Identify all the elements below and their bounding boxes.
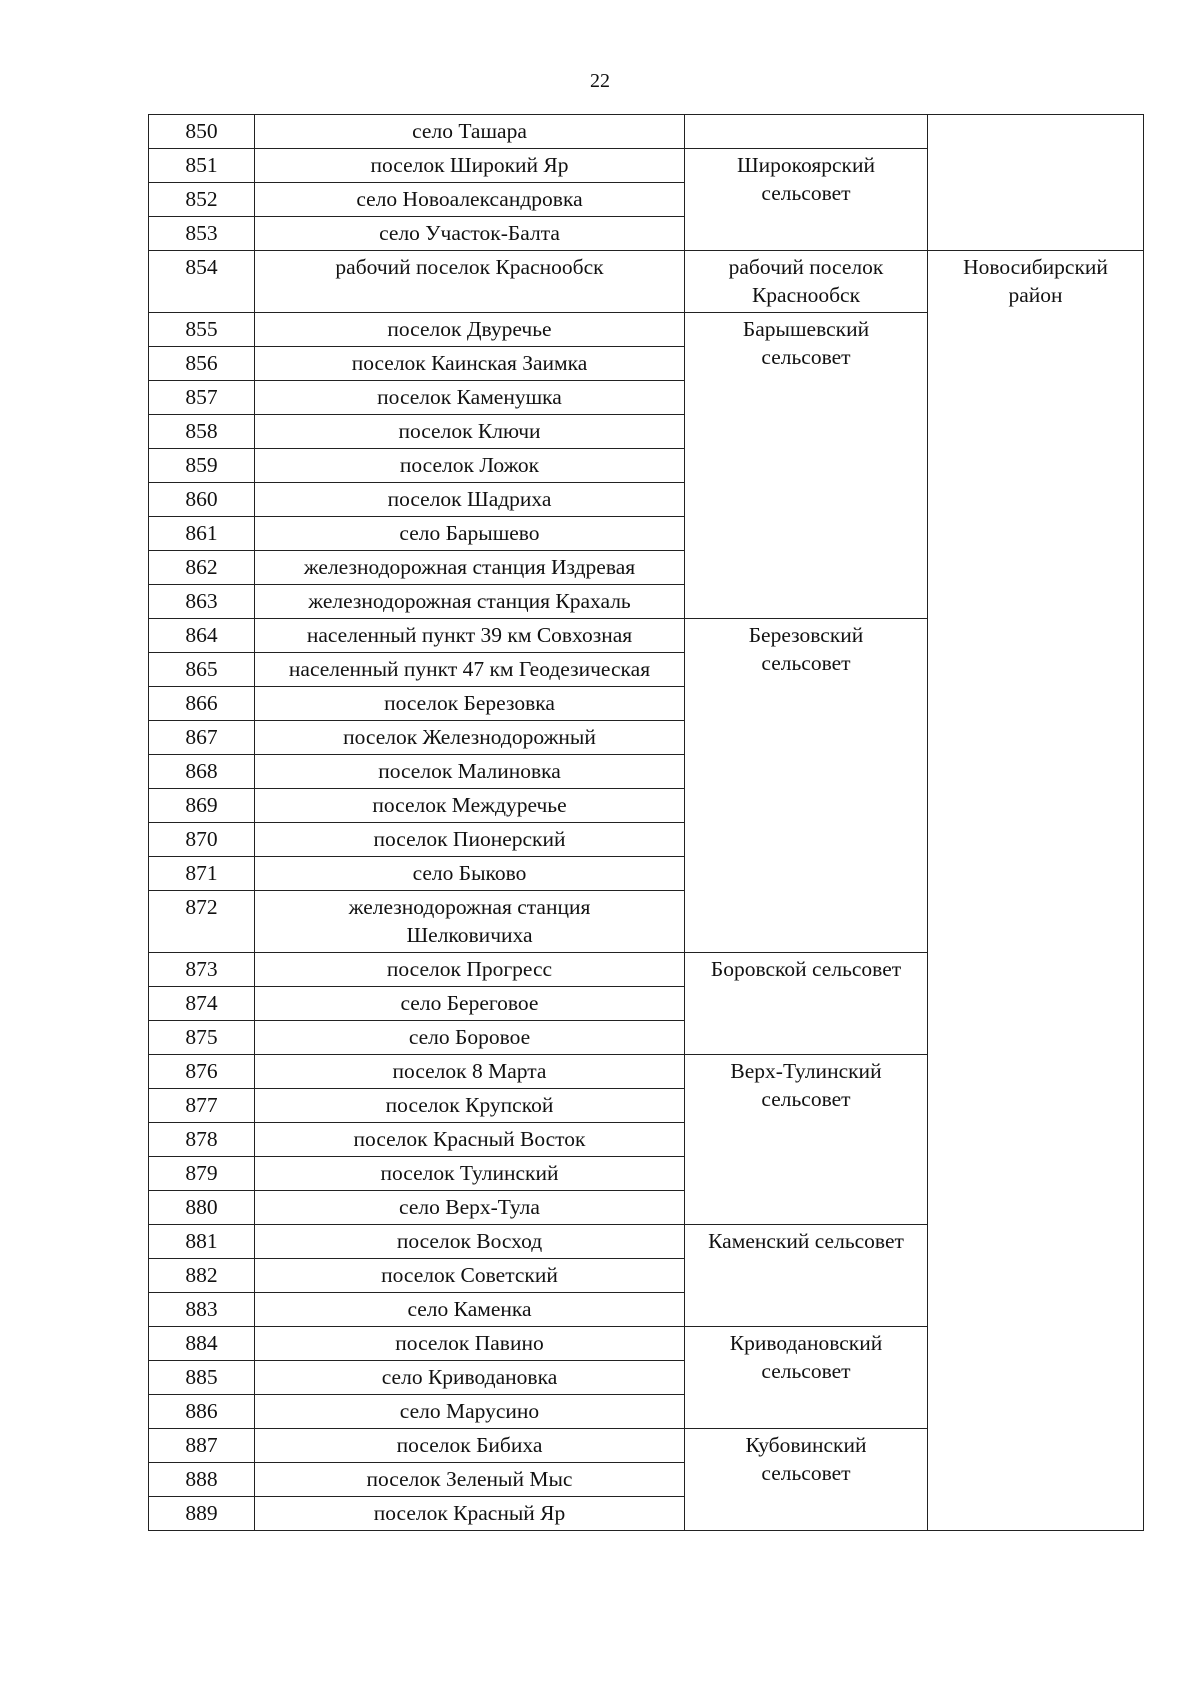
row-number: 887	[149, 1429, 255, 1463]
row-number: 882	[149, 1259, 255, 1293]
row-number: 860	[149, 483, 255, 517]
row-number: 885	[149, 1361, 255, 1395]
council-name-line: сельсовет	[761, 345, 851, 369]
settlement-name: поселок Пионерский	[255, 823, 685, 857]
row-number: 877	[149, 1089, 255, 1123]
settlement-name: поселок Ложок	[255, 449, 685, 483]
row-number: 875	[149, 1021, 255, 1055]
district-cell-empty	[928, 115, 1144, 251]
settlement-name: поселок Зеленый Мыс	[255, 1463, 685, 1497]
council-berezovsky	[685, 619, 928, 953]
settlement-name: село Криводановка	[255, 1361, 685, 1395]
settlement-name: поселок Тулинский	[255, 1157, 685, 1191]
council-krasnoobsk	[685, 251, 928, 313]
page-number: 22	[590, 70, 610, 92]
settlement-name: поселок Каменушка	[255, 381, 685, 415]
council-name-line: сельсовет	[761, 1461, 851, 1485]
council-kamensky	[685, 1225, 928, 1327]
row-number: 872	[149, 891, 255, 953]
council-verkh-tulinsky	[685, 1055, 928, 1225]
council-borovskoy	[685, 953, 928, 1055]
row-number: 883	[149, 1293, 255, 1327]
settlement-name: поселок Восход	[255, 1225, 685, 1259]
row-number: 881	[149, 1225, 255, 1259]
settlement-name: поселок Крупской	[255, 1089, 685, 1123]
settlement-name: село Марусино	[255, 1395, 685, 1429]
council-name-line: Каменский сельсовет	[708, 1229, 904, 1253]
settlement-name: поселок Красный Яр	[255, 1497, 685, 1531]
settlement-name: поселок Красный Восток	[255, 1123, 685, 1157]
district-name-line: Новосибирский	[963, 255, 1108, 279]
row-number: 856	[149, 347, 255, 381]
row-number: 854	[149, 251, 255, 313]
row-number: 862	[149, 551, 255, 585]
row-number: 864	[149, 619, 255, 653]
row-number: 874	[149, 987, 255, 1021]
row-number: 878	[149, 1123, 255, 1157]
row-number: 857	[149, 381, 255, 415]
council-name-line: Березовский	[748, 623, 864, 647]
settlement-name: село Быково	[255, 857, 685, 891]
settlement-name: населенный пункт 39 км Совхозная	[255, 619, 685, 653]
settlement-name: поселок Шадриха	[255, 483, 685, 517]
settlement-name: поселок Железнодорожный	[255, 721, 685, 755]
settlement-name: поселок Широкий Яр	[255, 149, 685, 183]
row-number: 888	[149, 1463, 255, 1497]
row-number: 861	[149, 517, 255, 551]
district-name-line: район	[1008, 283, 1063, 307]
row-number: 859	[149, 449, 255, 483]
settlement-name: поселок Павино	[255, 1327, 685, 1361]
council-name-line: сельсовет	[761, 1359, 851, 1383]
council-name-line: Краснообск	[751, 283, 861, 307]
settlement-name: село Береговое	[255, 987, 685, 1021]
council-name-line: сельсовет	[761, 181, 851, 205]
settlement-name: поселок Бибиха	[255, 1429, 685, 1463]
council-name-line: Верх-Тулинский	[730, 1059, 882, 1083]
settlement-name: населенный пункт 47 км Геодезическая	[255, 653, 685, 687]
row-number: 876	[149, 1055, 255, 1089]
district-novosibirsky	[928, 251, 1144, 1531]
settlement-name: поселок Советский	[255, 1259, 685, 1293]
settlement-name: железнодорожная станция Издревая	[255, 551, 685, 585]
settlement-name: поселок Ключи	[255, 415, 685, 449]
council-name-line: сельсовет	[761, 651, 851, 675]
settlement-name: село Новоалександровка	[255, 183, 685, 217]
council-krivodanovsky	[685, 1327, 928, 1429]
settlement-name: село Верх-Тула	[255, 1191, 685, 1225]
row-number: 873	[149, 953, 255, 987]
council-name-line: Кубовинский	[745, 1433, 867, 1457]
row-number: 870	[149, 823, 255, 857]
row-number: 886	[149, 1395, 255, 1429]
council-name-line: Барышевский	[742, 317, 870, 341]
council-cell-empty	[685, 115, 928, 149]
row-number: 884	[149, 1327, 255, 1361]
row-number: 889	[149, 1497, 255, 1531]
settlement-name: поселок Двуречье	[255, 313, 685, 347]
council-name-line: Криводановский	[729, 1331, 883, 1355]
council-name-line: сельсовет	[761, 1087, 851, 1111]
row-number: 851	[149, 149, 255, 183]
settlement-name: поселок Березовка	[255, 687, 685, 721]
row-number: 867	[149, 721, 255, 755]
settlement-name: село Ташара	[255, 115, 685, 149]
row-number: 879	[149, 1157, 255, 1191]
settlement-name-line: железнодорожная станция	[348, 895, 591, 919]
row-number: 880	[149, 1191, 255, 1225]
row-number: 858	[149, 415, 255, 449]
settlement-name: поселок Прогресс	[255, 953, 685, 987]
settlements-table	[148, 114, 1144, 1531]
row-number: 865	[149, 653, 255, 687]
row-number: 850	[149, 115, 255, 149]
settlement-name: село Боровое	[255, 1021, 685, 1055]
council-baryshevsky	[685, 313, 928, 619]
settlement-name: поселок Каинская Заимка	[255, 347, 685, 381]
settlement-name: село Участок-Балта	[255, 217, 685, 251]
council-name-line: Широкоярский	[736, 153, 876, 177]
row-number: 868	[149, 755, 255, 789]
row-number: 853	[149, 217, 255, 251]
row-number: 871	[149, 857, 255, 891]
council-shirokoyarsky	[685, 149, 928, 251]
row-number: 866	[149, 687, 255, 721]
council-kubovinsky	[685, 1429, 928, 1531]
row-number: 852	[149, 183, 255, 217]
settlement-name: село Каменка	[255, 1293, 685, 1327]
settlement-name: рабочий поселок Краснообск	[255, 251, 685, 313]
row-number: 863	[149, 585, 255, 619]
row-number: 855	[149, 313, 255, 347]
settlement-name	[255, 891, 685, 953]
settlement-name-line: Шелковичиха	[406, 923, 533, 947]
settlement-name: село Барышево	[255, 517, 685, 551]
council-name-line: рабочий поселок	[728, 255, 884, 279]
table-row	[149, 115, 1144, 149]
council-name-line: Боровской сельсовет	[710, 957, 902, 981]
settlement-name: поселок Междуречье	[255, 789, 685, 823]
settlement-name: железнодорожная станция Крахаль	[255, 585, 685, 619]
settlement-name: поселок 8 Марта	[255, 1055, 685, 1089]
table-row	[149, 251, 1144, 313]
settlement-name: поселок Малиновка	[255, 755, 685, 789]
row-number: 869	[149, 789, 255, 823]
